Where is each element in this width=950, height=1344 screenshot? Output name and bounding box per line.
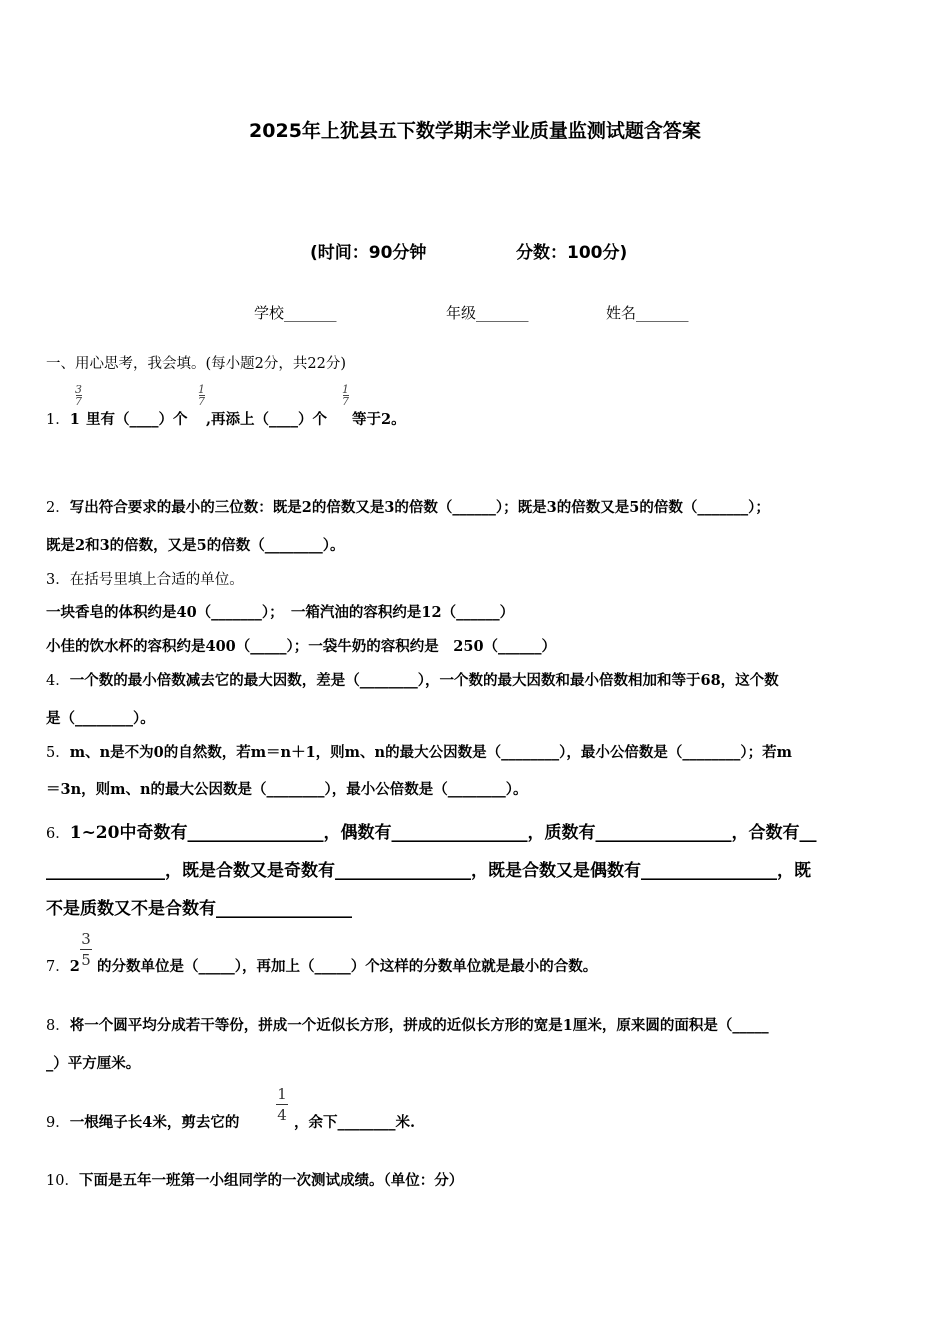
fraction-1-4 [276, 1085, 288, 1124]
fraction-3-5 [80, 930, 92, 969]
question-number: 6． [46, 826, 70, 842]
question-number: 1． [46, 412, 70, 428]
q1-text-a: 里有（____）个 [86, 411, 188, 428]
q9-text1: 一根绳子长4米，剪去它的 [69, 1114, 240, 1131]
grade-field[interactable]: 年级_______ [446, 304, 529, 322]
q4-line1: 一个数的最小倍数减去它的最大因数，差是（________），一个数的最大因数和最小倍数相加和等于68，这个数 [69, 672, 779, 689]
q1-text-b: ,再添上（____）个 [206, 411, 328, 428]
q3-text: 在括号里填上合适的单位。 [69, 572, 244, 588]
question-number: 5． [46, 745, 70, 761]
numerator: 3 [75, 383, 82, 396]
q3-line2: 小佳的饮水杯的容积约是400（_____）；一袋牛奶的容积约是 250（______） [46, 638, 557, 655]
question-number: 3． [46, 572, 70, 588]
q7-whole: 2 [69, 958, 80, 975]
q8-line1: 将一个圆平均分成若干等份，拼成一个近似长方形，拼成的近似长方形的宽是1厘米，原来圆的面积是（_____ [69, 1017, 769, 1034]
q7-text: 的分数单位是（_____），再加上（_____）个这样的分数单位就是最小的合数。 [97, 958, 598, 975]
numerator: 1 [277, 1085, 287, 1103]
q1-text-c: 等于2。 [352, 411, 406, 428]
fraction-1-7 [198, 384, 205, 407]
school-field[interactable]: 学校_______ [254, 304, 337, 322]
denominator: 4 [277, 1106, 287, 1124]
q1-whole: 1 [69, 411, 80, 428]
page-title: 2025年上犹县五下数学期末学业质量监测试题含答案 [249, 120, 701, 142]
q2-line2: 既是2和3的倍数，又是5的倍数（________）。 [46, 537, 345, 554]
question-number: 2． [46, 500, 70, 516]
q8-line2: _）平方厘米。 [46, 1055, 141, 1072]
q6-line1: 1~20中奇数有________________，偶数有________________，质数有________________，合数有__ [69, 823, 817, 843]
q5-line1: m、n是不为0的自然数，若m＝n＋1，则m、n的最大公因数是（________），最小公倍数是（________）；若m [69, 744, 792, 761]
q4-line2: 是（________）。 [46, 710, 155, 727]
question-number: 9． [46, 1115, 70, 1131]
denominator: 5 [81, 951, 91, 969]
question-number: 8． [46, 1018, 70, 1034]
fraction-1-7 [342, 384, 349, 407]
question-number: 4． [46, 673, 70, 689]
question-number: 7． [46, 959, 70, 975]
numerator: 3 [81, 930, 91, 948]
q6-line3: 不是质数又不是合数有________________ [46, 899, 352, 919]
q3-line1: 一块香皂的体积约是40（_______）； 一箱汽油的容积约是12（______） [46, 604, 515, 621]
q2-line1: 写出符合要求的最小的三位数：既是2的倍数又是3的倍数（______）；既是3的倍数又是5的倍数（_______）； [69, 499, 770, 516]
q9-text2: ，余下________米. [294, 1114, 416, 1131]
question-number: 10． [46, 1173, 79, 1189]
q5-line2: ＝3n，则m、n的最大公因数是（________），最小公倍数是（________）。 [46, 781, 528, 798]
fraction-3-7 [75, 384, 82, 407]
q10-text: 下面是五年一班第一小组同学的一次测试成绩。（单位：分） [78, 1172, 464, 1189]
name-field[interactable]: 姓名_______ [606, 304, 689, 322]
denominator: 7 [342, 395, 349, 408]
denominator: 7 [198, 395, 205, 408]
numerator: 1 [198, 383, 205, 396]
denominator: 7 [75, 395, 82, 408]
numerator: 1 [342, 383, 349, 396]
exam-time: (时间：90分钟 [310, 243, 427, 263]
q6-line2: ______________，既是合数又是奇数有________________，既是合数又是偶数有________________，既 [46, 861, 811, 881]
exam-score: 分数：100分) [516, 243, 628, 263]
section-heading: 一、用心思考，我会填。(每小题2分，共22分) [46, 356, 346, 372]
